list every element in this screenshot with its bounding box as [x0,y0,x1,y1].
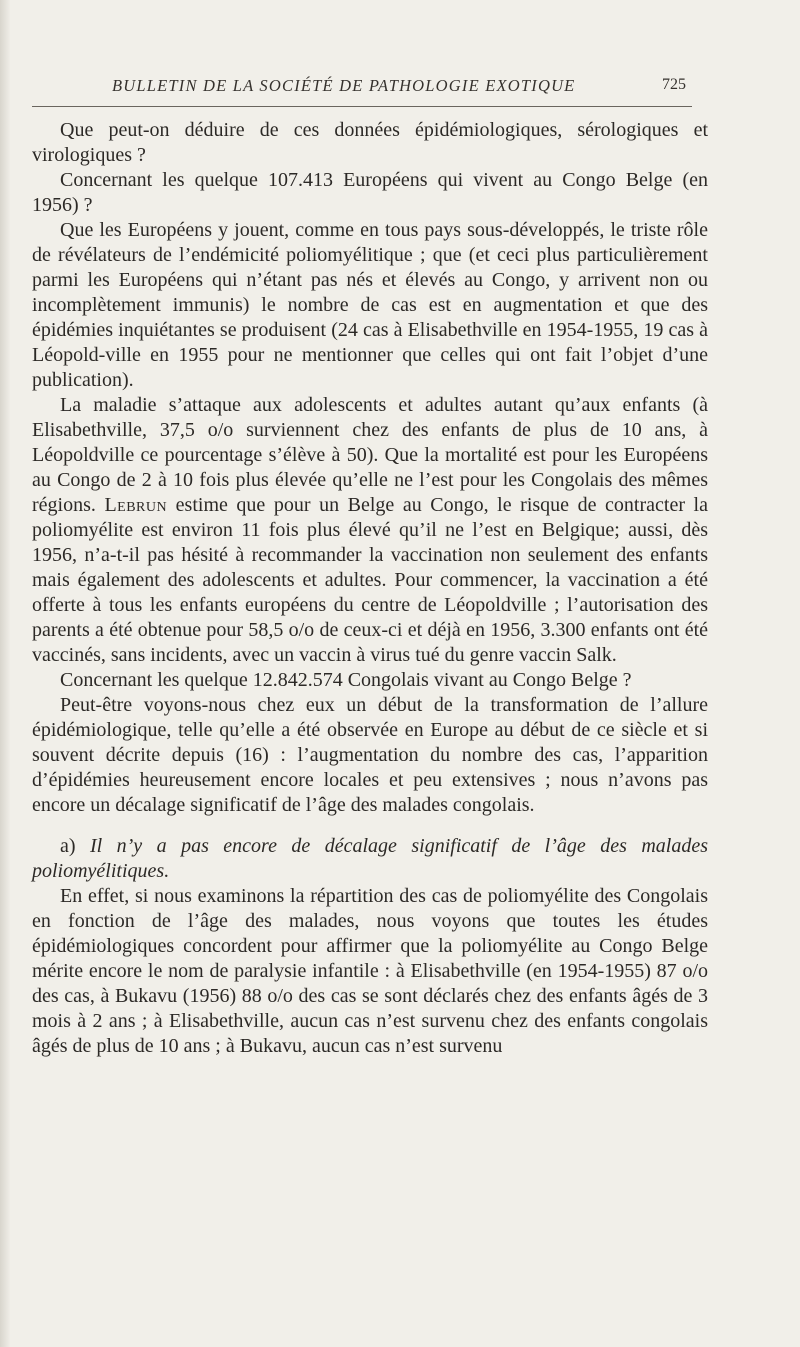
paragraph-4 [32,393,708,668]
paragraph-7: En effet, si nous examinons la répartition des cas de poliomyélite des Congolais en fonction de l’âge des malades, nous voyons que toutes les études épidémiologiques concordent pour affirmer que la poliomyélite au Congo Belge mérite encore le nom de paralysie infantile : à Elisabethville (en 1954-1955) 87 o/o des cas, à Bukavu (1956) 88 o/o des cas se sont déclarés chez des enfants âgés de 3 mois à 2 ans ; à Elisabethville, aucun cas n’est survenu chez des enfants congolais âgés de plus de 10 ans ; à Bukavu, aucun cas n’est survenu [32,885,708,1057]
paragraph-2: Concernant les quelque 107.413 Européens qui vivent au Congo Belge (en 1956) ? [32,169,708,216]
page-number: 725 [662,76,686,93]
section-label: a) [60,835,90,857]
page-edge-shadow [0,0,10,1347]
section-title: Il n’y a pas encore de décalage significatif de l’âge des malades poliomyélitiques. [32,835,708,882]
header-rule [32,106,692,107]
section-heading [32,834,708,884]
author-name: Lebrun [104,494,168,516]
paragraph-5: Concernant les quelque 12.842.574 Congolais vivant au Congo Belge ? [60,669,632,691]
body-text [32,118,708,1059]
running-header [32,76,692,102]
paragraph-4-text-b: estime que pour un Belge au Congo, le risque de contracter la poliomyélite est environ 11 fois plus élevé qu’il ne l’est en Belgique; aussi, dès 1956, n’a-t-il pas hésité à recommander la vaccination non seulement des enfants mais également des adolescents et adultes. Pour commencer, la vaccination a été offerte à tous les enfants européens du centre de Léopoldville ; l’autorisation des parents a été obtenue pour 58,5 o/o de ceux-ci et déjà en 1956, 3.300 enfants ont été vaccinés, sans incidents, avec un vaccin à virus tué du genre vaccin Salk. [32,494,708,666]
paragraph-4-text-a: La maladie s’attaque aux adolescents et adultes autant qu’aux enfants (à Elisabethville, 37,5 o/o surviennent chez des enfants de plus de 10 ans, à Léopoldville ce pourcentage s’élève à 50). Que la mortalité est pour les Européens au Congo de 2 à 10 fois plus élevée qu’elle ne l’est pour les Congolais des mêmes régions. [32,394,708,516]
journal-title: BULLETIN DE LA SOCIÉTÉ DE PATHOLOGIE EXOTIQUE [112,76,576,95]
paragraph-3: Que les Européens y jouent, comme en tous pays sous-développés, le triste rôle de révélateurs de l’endémicité poliomyélitique ; que (et ceci plus particulièrement parmi les Européens qui n’étant pas nés et élevés au Congo, y arrivent non ou incomplètement immunis) le nombre de cas est en augmentation et que des épidémies inquiétantes se produisent (24 cas à Elisabethville en 1954-1955, 19 cas à Léopold-ville en 1955 pour ne mentionner que celles qui ont fait l’objet d’une publication). [32,219,708,391]
paragraph-6: Peut-être voyons-nous chez eux un début de la transformation de l’allure épidémiologique, telle qu’elle a été observée en Europe au début de ce siècle et si souvent décrite depuis (16) : l’augmentation du nombre des cas, l’apparition d’épidémies heureusement encore locales et peu extensives ; nous n’avons pas encore un décalage significatif de l’âge des malades congolais. [32,694,708,816]
paragraph-1: Que peut-on déduire de ces données épidémiologiques, sérologiques et virologiques ? [32,119,708,166]
